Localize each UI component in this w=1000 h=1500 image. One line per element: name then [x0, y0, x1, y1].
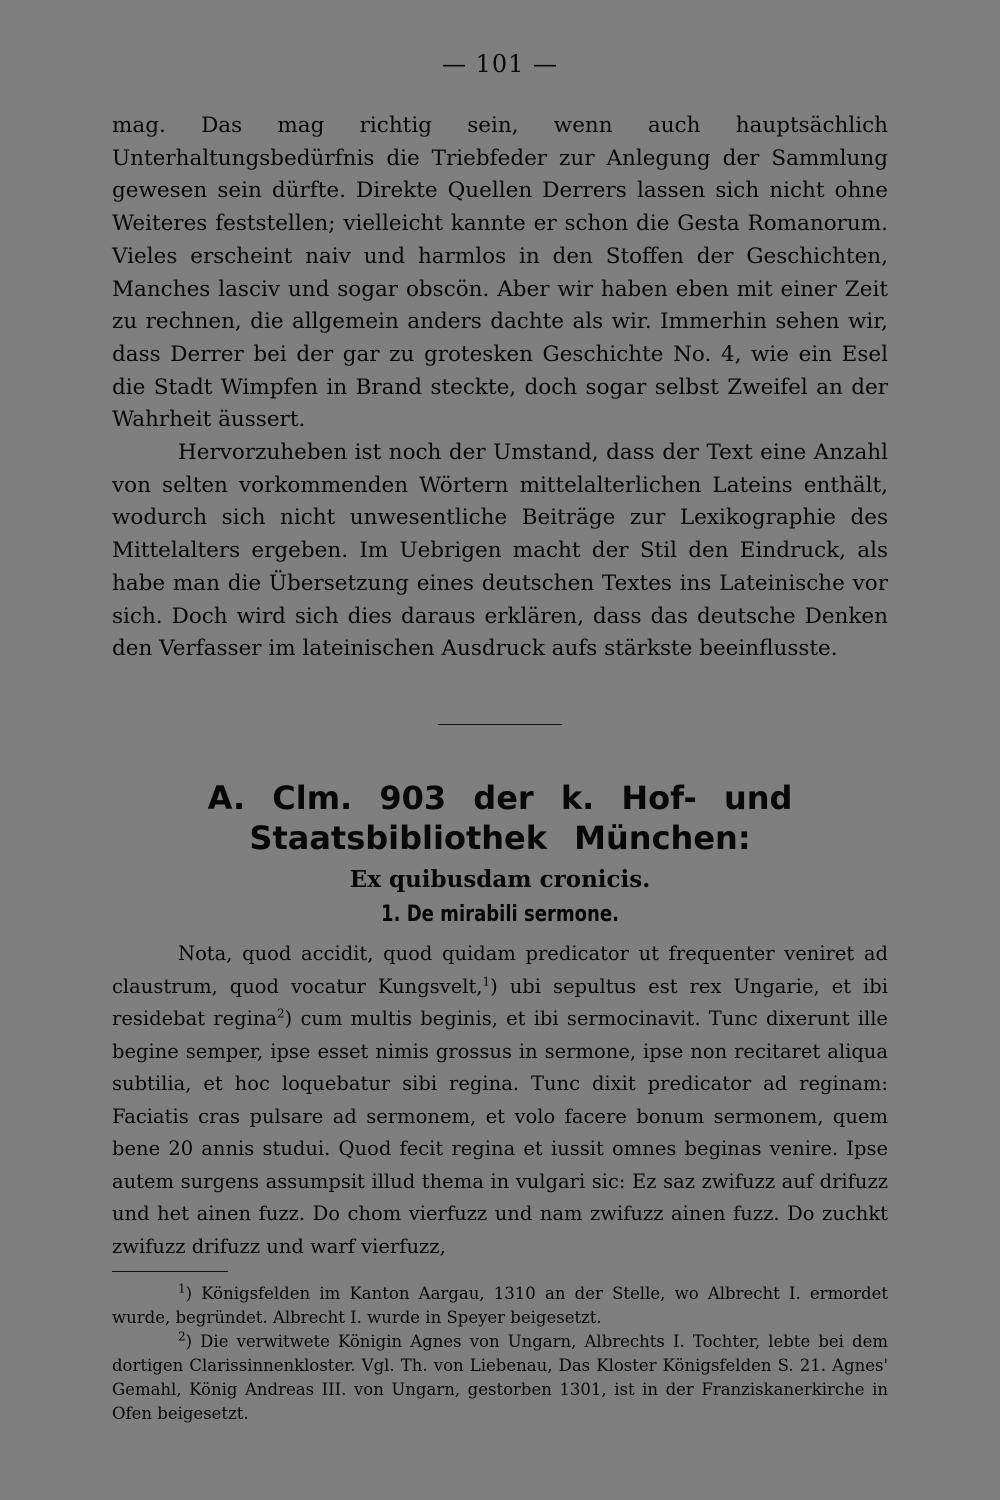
- latin-text-part-1: Nota, quod accidit, quod quidam predicator ut frequenter veniret ad claustrum, quod vocatur Kungsvelt,: [112, 942, 888, 998]
- footnote-1: [112, 1282, 888, 1330]
- latin-paragraph: [112, 938, 888, 1263]
- latin-text-part-2: ) ubi sepultus est rex Ungarie, et ibi residebat regina: [112, 974, 888, 1030]
- page-number: — 101 —: [441, 50, 559, 78]
- footnote-ref-1: 1: [482, 974, 491, 988]
- subheading: Ex quibusdam cronicis.: [349, 866, 651, 893]
- footnote-marker-2: 2: [178, 1329, 186, 1344]
- footnote-text-1: ) Königsfelden im Kanton Aargau, 1310 an der Stelle, wo Albrecht I. ermordet wurde, begründet. Albrecht I. wurde in Speyer beigesetzt.: [112, 1284, 888, 1327]
- footnote-ref-2: 2: [277, 1006, 285, 1021]
- footnote-2: [112, 1330, 888, 1426]
- section-heading: A. Clm. 903 der k. Hof- und Staatsbibliothek München:: [207, 779, 793, 857]
- intro-paragraph-2: Hervorzuheben ist noch der Umstand, dass der Text eine Anzahl von selten vorkommenden Wörtern mittelalterlichen Lateins enthält, wodurch sich nicht unwesentliche Beiträge zur Lexikographie des Mittelalters ergeben. Im Uebrigen macht der Stil den Eindruck, als habe man die Übersetzung eines deutschen Textes ins Lateinische vor sich. Doch wird sich dies daraus erklären, dass das deutsche Denken den Verfasser im lateinischen Ausdruck aufs stärkste beeinflusste.: [112, 440, 888, 662]
- footnote-text-2: ) Die verwitwete Königin Agnes von Ungarn, Albrechts I. Tochter, lebte bei dem dortigen Clarissinnenkloster. Vgl. Th. von Liebenau, Das Kloster Königsfelden S. 21. Agnes' Gemahl, König Andreas III. von Ungarn, gestorben 1301, ist in der Franziskanerkirche in Ofen beigesetzt.: [112, 1332, 888, 1423]
- section-divider: [438, 724, 562, 725]
- footnote-marker-1: 1: [178, 1281, 186, 1296]
- footnotes: [112, 1282, 888, 1426]
- intro-text: [112, 110, 888, 666]
- intro-paragraph-1: mag. Das mag richtig sein, wenn auch hauptsächlich Unterhaltungsbedürfnis die Triebfeder zur Anlegung der Sammlung gewesen sein dürfte. Direkte Quellen Derrers lassen sich nicht ohne Weiteres feststellen; vielleicht kannte er schon die Gesta Romanorum. Vieles erscheint naiv und harmlos in den Stoffen der Geschichten, Manches lasciv und sogar obscön. Aber wir haben eben mit einer Zeit zu rechnen, die allgemein anders dachte als wir. Immerhin sehen wir, dass Derrer bei der gar zu grotesken Geschichte No. 4, wie ein Esel die Stadt Wimpfen in Brand steckte, doch sogar selbst Zweifel an der Wahrheit äussert.: [112, 113, 888, 433]
- footnote-rule: [112, 1271, 228, 1272]
- latin-text-part-3: ) cum multis beginis, et ibi sermocinavit. Tunc dixerunt ille begine semper, ipse esset nimis grossus in sermone, ipse non recitaret aliqua subtilia, et hoc loquebatur sibi regina. Tunc dixit predicator ad reginam: Faciatis cras pulsare ad sermonem, et volo facere bonum sermonem, quem bene 20 annis studui. Quod fecit regina et iussit omnes beginas venire. Ipse autem surgens assumpsit illud thema in vulgari sic: Ez saz zwifuzz auf drifuzz und het ainen fuzz. Do chom vierfuzz und nam zwifuzz ainen fuzz. Do zuchkt zwifuzz drifuzz und warf vierfuzz,: [112, 1007, 888, 1258]
- chapter-heading: 1. De mirabili sermone.: [381, 902, 619, 927]
- latin-text: [112, 938, 888, 1263]
